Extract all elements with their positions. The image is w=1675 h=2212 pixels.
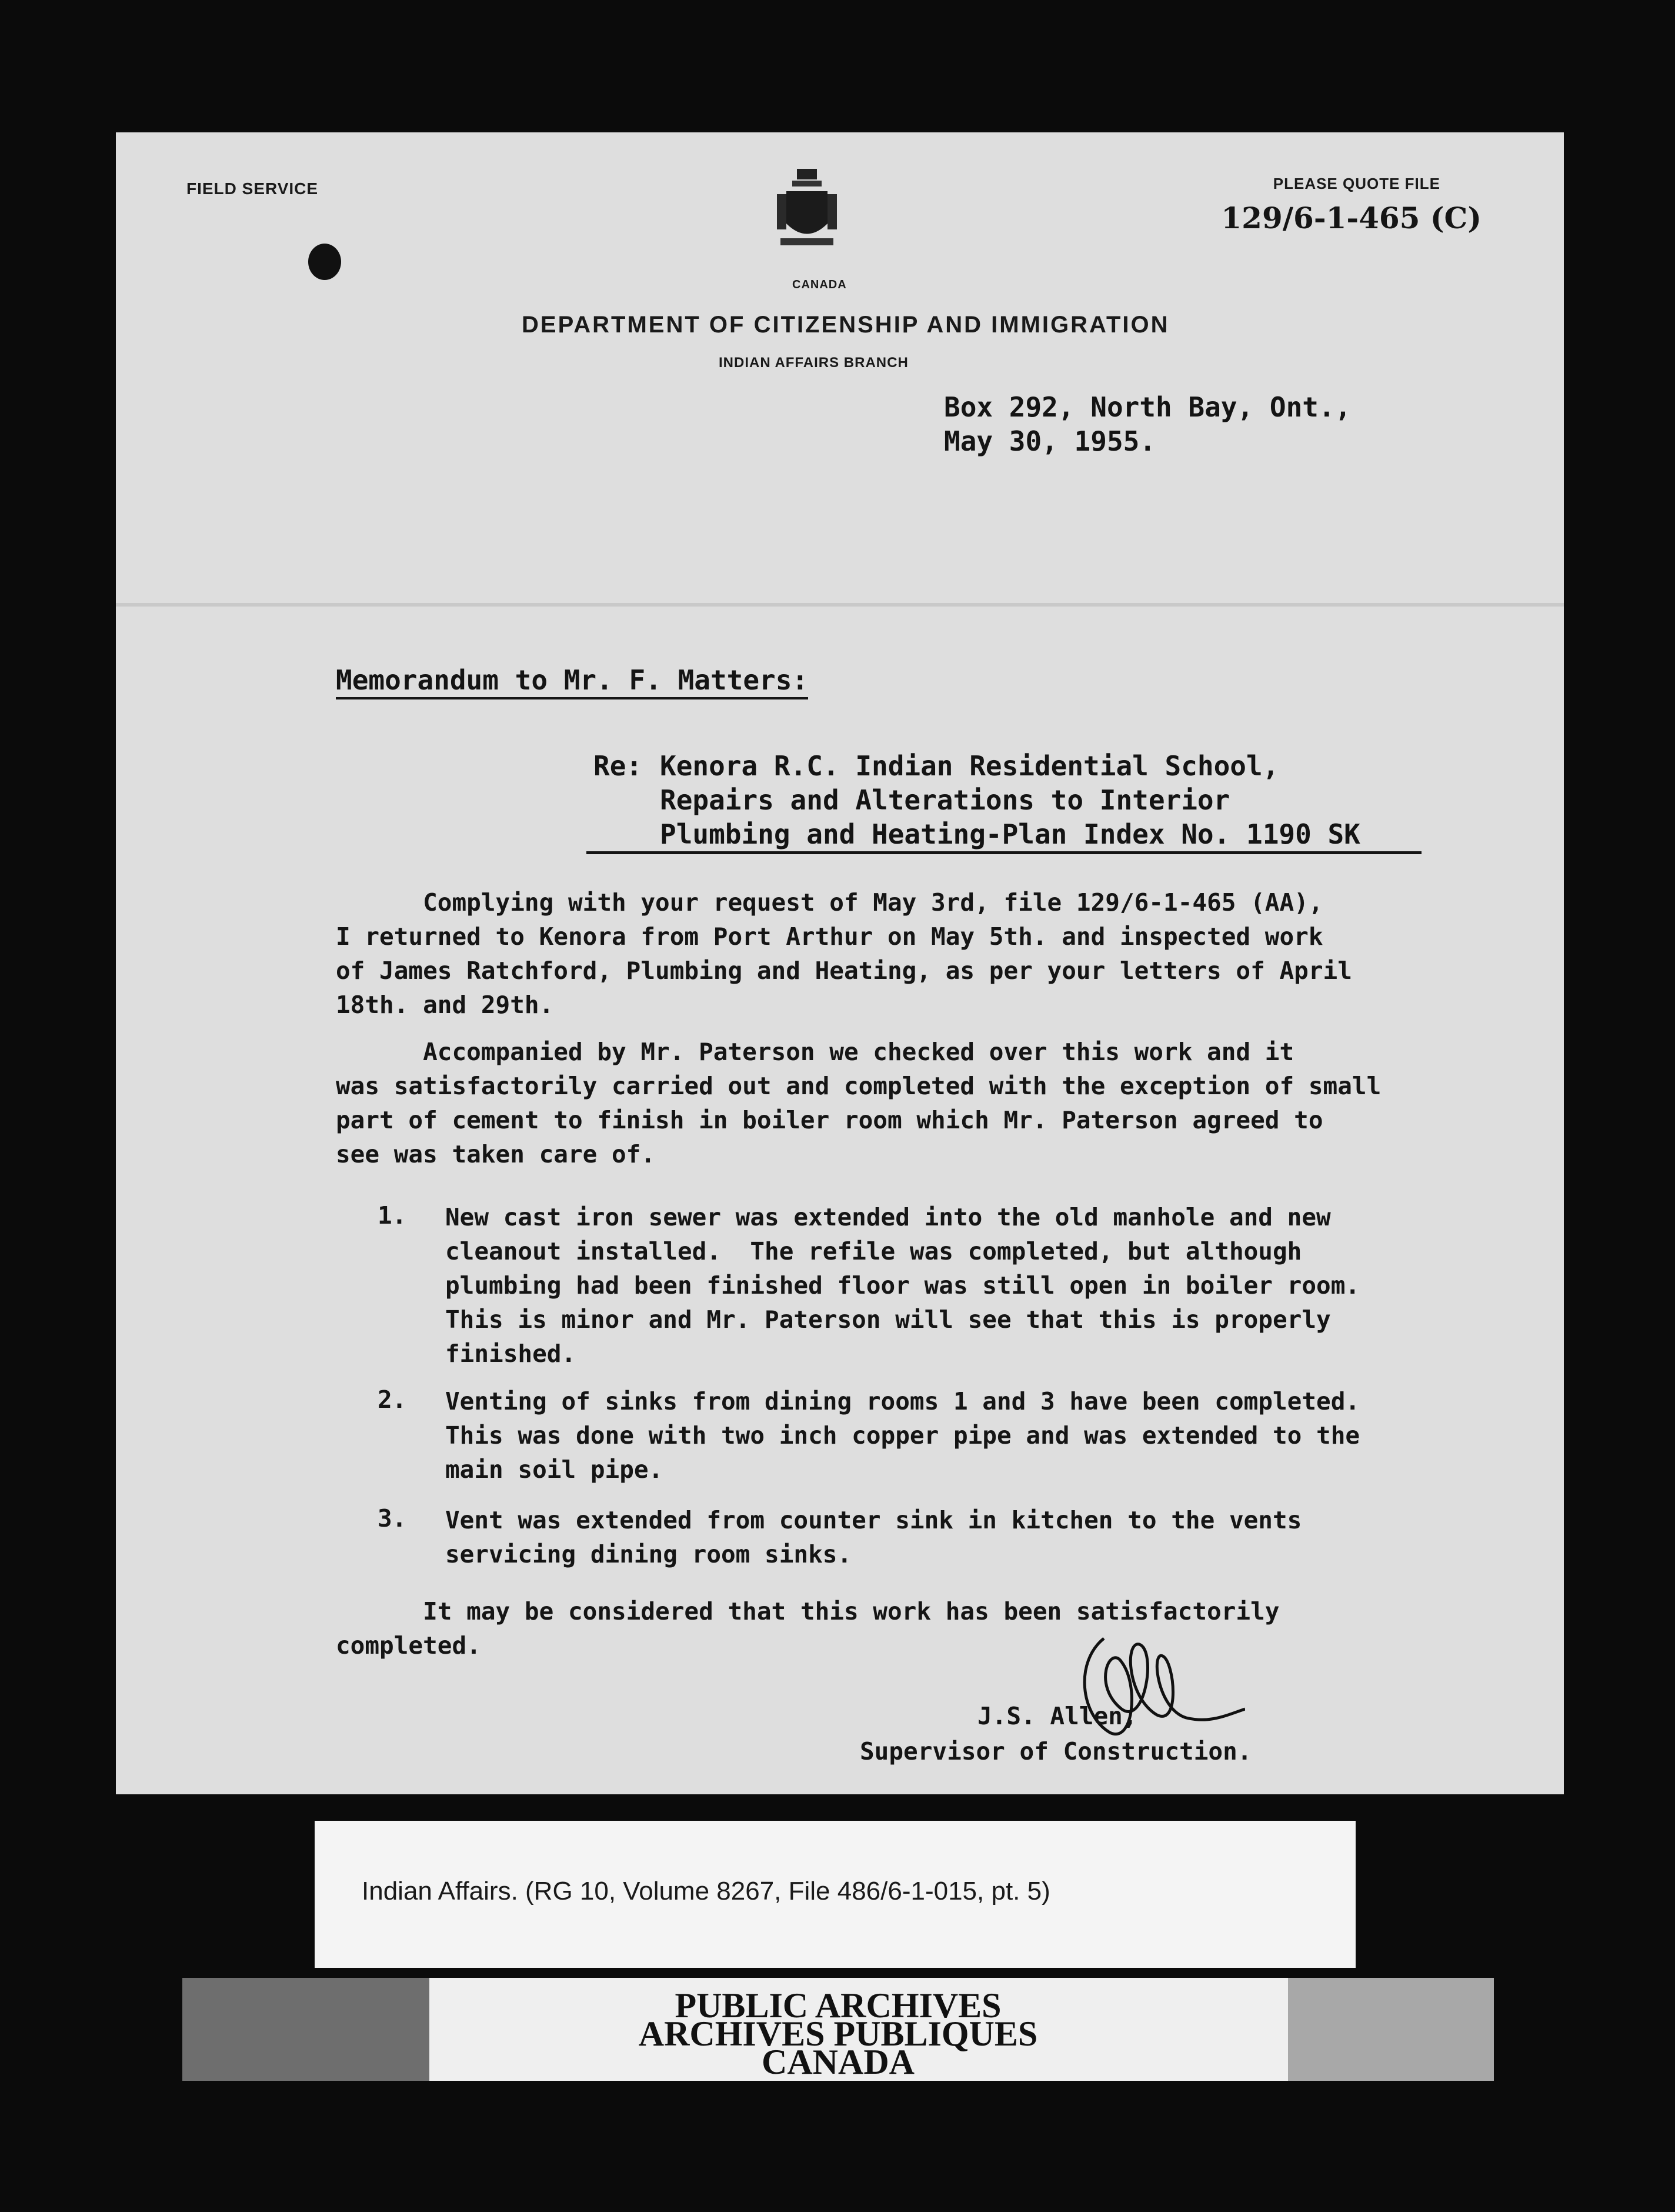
list-item-number: 1. bbox=[378, 1201, 407, 1230]
archive-stamp bbox=[182, 1978, 1494, 2081]
stamp-line: CANADA bbox=[762, 2043, 915, 2081]
stamp-line: PUBLIC ARCHIVES bbox=[675, 1986, 1002, 2025]
archive-reference-text: Indian Affairs. (RG 10, Volume 8267, File 486/6-1-015, pt. 5) bbox=[362, 1877, 1050, 1905]
list-item: Vent was extended from counter sink in kitchen to the vents servicing dining room sinks. bbox=[445, 1506, 1302, 1568]
branch-title: INDIAN AFFAIRS BRANCH bbox=[719, 355, 909, 371]
crest-caption: CANADA bbox=[792, 278, 847, 291]
department-title: DEPARTMENT OF CITIZENSHIP AND IMMIGRATION bbox=[522, 312, 1170, 338]
stamp-line: ARCHIVES PUBLIQUES bbox=[638, 2014, 1038, 2053]
letter-page bbox=[116, 132, 1564, 1794]
coat-of-arms-icon bbox=[775, 168, 839, 256]
please-quote-label: PLEASE QUOTE FILE bbox=[1273, 175, 1440, 192]
date-line: May 30, 1955. bbox=[944, 425, 1156, 457]
memo-salutation: Memorandum to Mr. F. Matters: bbox=[336, 664, 808, 699]
archive-reference-label bbox=[315, 1821, 1356, 1968]
address-line: Box 292, North Bay, Ont., bbox=[944, 391, 1352, 423]
field-service-label: FIELD SERVICE bbox=[186, 179, 319, 198]
subject-line: Plumbing and Heating-Plan Index No. 1190 SK bbox=[660, 818, 1360, 850]
file-number: 129/6-1-465 (C) bbox=[1221, 201, 1482, 235]
closing-paragraph: It may be considered that this work has been satisfactorily completed. bbox=[336, 1597, 1280, 1660]
fold-line bbox=[116, 603, 1564, 607]
subject-underline bbox=[586, 851, 1422, 854]
ink-blot bbox=[308, 244, 341, 280]
subject-line: Repairs and Alterations to Interior bbox=[660, 784, 1230, 816]
list-item-number: 3. bbox=[378, 1504, 407, 1533]
signer-name: J.S. Allen, bbox=[977, 1702, 1137, 1730]
body-paragraph: Accompanied by Mr. Paterson we checked over this work and it was satisfactorily carried out and completed with the exception of small part of cement to finish in boiler room which Mr. Paterson agreed to see was taken care of. bbox=[336, 1038, 1382, 1168]
body-paragraph: Complying with your request of May 3rd, file 129/6-1-465 (AA), I returned to Kenora from Port Arthur on May 5th. and inspected work of James Ratchford, Plumbing and Heating, as per your letters of April 18th. and 29th. bbox=[336, 888, 1352, 1019]
list-item: Venting of sinks from dining rooms 1 and 3 have been completed. This was done with two inch copper pipe and was extended to the main soil pipe. bbox=[445, 1387, 1360, 1484]
re-label: Re: bbox=[593, 750, 643, 782]
subject-line: Kenora R.C. Indian Residential School, bbox=[660, 750, 1279, 782]
list-item: New cast iron sewer was extended into the old manhole and new cleanout installed. The refile was completed, but although plumbing had been finished floor was still open in boiler room. This is minor and Mr. Paterson will see that this is properly finished. bbox=[445, 1203, 1360, 1368]
list-item-number: 2. bbox=[378, 1385, 407, 1414]
signer-title: Supervisor of Construction. bbox=[860, 1737, 1252, 1765]
